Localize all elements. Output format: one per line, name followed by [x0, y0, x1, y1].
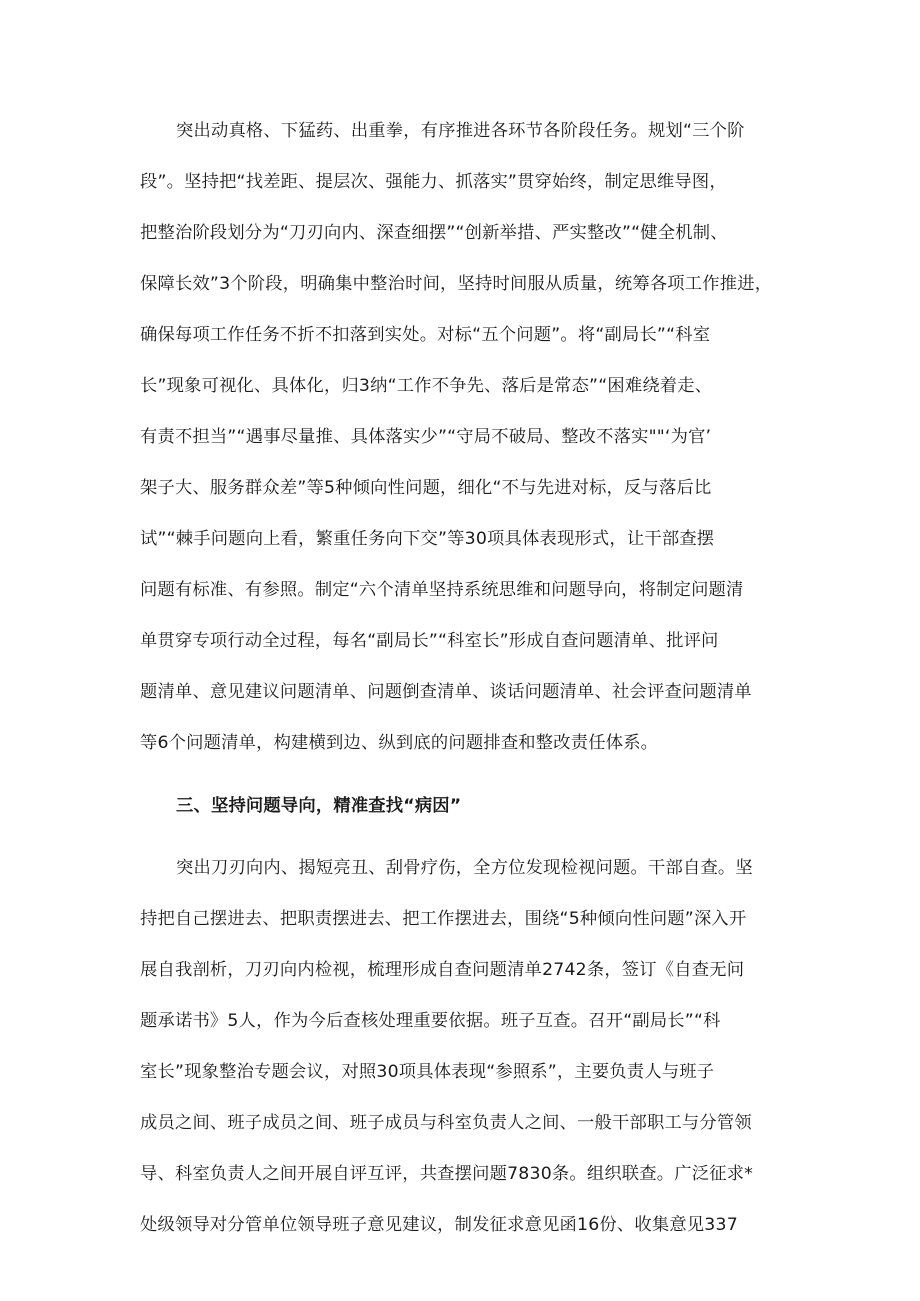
section-heading: 三、坚持问题导向，精准查找“病因” [176, 796, 462, 816]
paragraph-1-line-6: 长”现象可视化、具体化，归3纳“工作不争先、落后是常态”“困难绕着走、 [140, 376, 713, 396]
paragraph-1-line-7: 有责不担当”“遇事尽量推、具体落实少”“守局不破局、整改不落实""‘为官’ [140, 427, 712, 447]
paragraph-1-line-12: 题清单、意见建议问题清单、问题倒查清单、谈话问题清单、社会评查问题清单 [140, 682, 752, 702]
paragraph-2-line-7: 导、科室负责人之间开展自评互评，共查摆问题7830条。组织联查。广泛征求* [140, 1164, 754, 1184]
paragraph-2-line-1: 突出刀刃向内、揭短亮丑、刮骨疗伤，全方位发现检视问题。干部自查。坚 [176, 858, 753, 878]
paragraph-1-line-2: 段”。坚持把“找差距、提层次、强能力、抓落实”贯穿始终，制定思维导图， [140, 172, 727, 192]
paragraph-1-line-9: 试”“棘手问题向上看，繁重任务向下交”等30项具体表现形式，让干部查摆 [140, 529, 715, 549]
paragraph-2-line-6: 成员之间、班子成员之间、班子成员与科室负责人之间、一般干部职工与分管领 [140, 1113, 752, 1133]
paragraph-1-line-11: 单贯穿专项行动全过程，每名“副局长”“科室长”形成自查问题清单、批评问 [140, 631, 719, 651]
paragraph-1-line-8: 架子大、服务群众差”等5种倾向性问题，细化“不与先进对标，反与落后比 [140, 478, 712, 498]
paragraph-1-line-4: 保障长效”3个阶段，明确集中整治时间，坚持时间服从质量，统筹各项工作推进， [140, 274, 773, 294]
paragraph-1-line-10: 问题有标准、有参照。制定“六个清单坚持系统思维和问题导向，将制定问题清 [140, 580, 744, 600]
paragraph-1-line-13: 等6个问题清单，构建横到边、纵到底的问题排查和整改责任体系。 [140, 733, 659, 753]
paragraph-1-line-1: 突出动真格、下猛药、出重拳，有序推进各环节各阶段任务。规划“三个阶 [176, 121, 745, 141]
paragraph-2-line-8: 处级领导对分管单位领导班子意见建议，制发征求意见函16份、收集意见337 [140, 1215, 738, 1235]
paragraph-2-line-4: 题承诺书》5人，作为今后查核处理重要依据。班子互查。召开“副局长”“科 [140, 1011, 721, 1031]
paragraph-2-line-2: 持把自己摆进去、把职责摆进去、把工作摆进去，围绕“5种倾向性问题”深入开 [140, 909, 747, 929]
paragraph-1-line-5: 确保每项工作任务不折不扣落到实处。对标“五个问题”。将“副局长”“科室 [140, 325, 711, 345]
paragraph-2-line-5: 室长”现象整治专题会议，对照30项具体表现“参照系”，主要负责人与班子 [140, 1062, 715, 1082]
paragraph-2-line-3: 展自我剖析，刀刃向内检视，梳理形成自查问题清单2742条，签订《自查无问 [140, 960, 745, 980]
paragraph-1-line-3: 把整治阶段划分为“刀刃向内、深查细摆”“创新举措、严实整改”“健全机制、 [140, 223, 728, 243]
